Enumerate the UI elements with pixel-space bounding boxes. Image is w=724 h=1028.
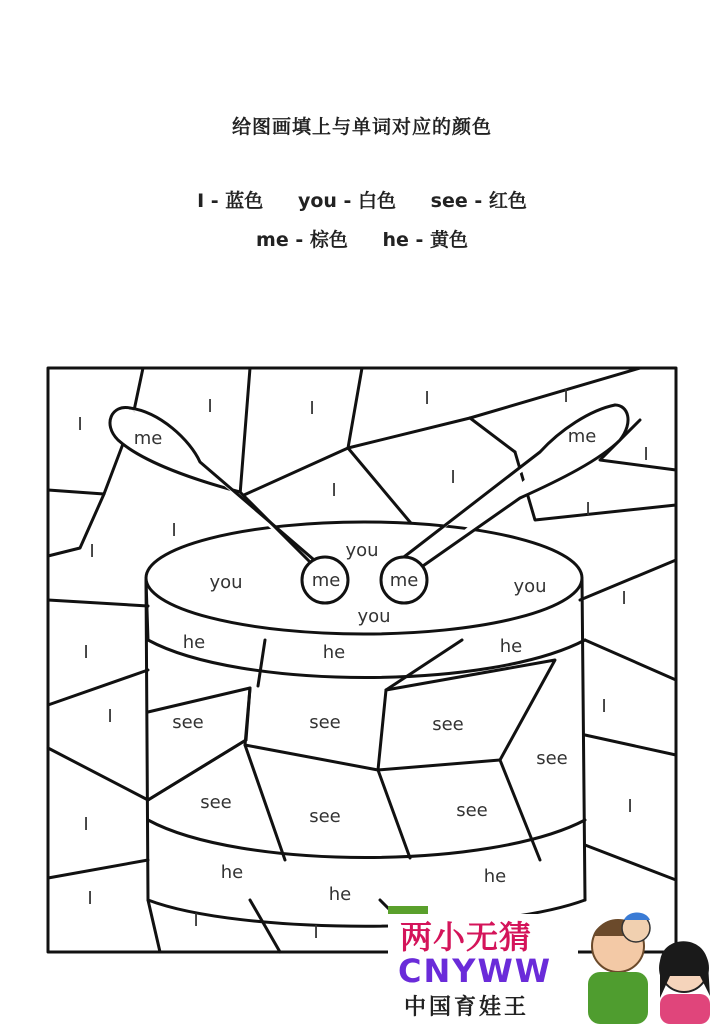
legend-I-blue: I - 蓝色: [197, 190, 264, 212]
region-label-see: see: [432, 714, 464, 735]
watermark-line-3: 中国育娃王: [404, 995, 530, 1020]
region-label-see: see: [456, 800, 488, 821]
region-label-see: see: [309, 806, 341, 827]
region-label-me: me: [567, 426, 597, 447]
legend-see-red: see - 红色: [430, 190, 527, 212]
watermark-line-2: CNYWW: [398, 952, 553, 990]
region-label-he: he: [220, 862, 244, 883]
legend-me-brown: me - 棕色: [256, 229, 348, 251]
region-label-you: you: [513, 576, 547, 597]
region-label-I: I: [627, 796, 633, 817]
region-label-I: I: [193, 910, 199, 931]
region-label-you: you: [357, 606, 391, 627]
region-label-me: me: [311, 570, 341, 591]
legend-you-white: you - 白色: [297, 190, 397, 212]
region-label-I: I: [171, 520, 177, 541]
page-title: 给图画填上与单词对应的颜色: [231, 116, 492, 138]
region-label-I: I: [331, 480, 337, 501]
legend-he-yellow: he - 黄色: [382, 229, 468, 251]
region-label-I: I: [83, 642, 89, 663]
watermark-line-1: 两小无猜: [400, 918, 533, 956]
region-label-I: I: [601, 696, 607, 717]
region-label-he: he: [182, 632, 206, 653]
region-label-I: I: [585, 499, 591, 520]
region-label-he: he: [328, 884, 352, 905]
region-label-I: I: [621, 588, 627, 609]
region-label-I: I: [77, 414, 83, 435]
region-label-you: you: [345, 540, 379, 561]
region-label-he: he: [483, 866, 507, 887]
region-label-see: see: [309, 712, 341, 733]
region-label-he: he: [499, 636, 523, 657]
region-label-I: I: [83, 814, 89, 835]
region-label-me: me: [389, 570, 419, 591]
region-label-I: I: [563, 386, 569, 407]
region-label-I: I: [207, 396, 213, 417]
region-label-see: see: [536, 748, 568, 769]
region-label-me: me: [133, 428, 163, 449]
region-label-I: I: [643, 444, 649, 465]
region-label-I: I: [89, 541, 95, 562]
region-label-you: you: [209, 572, 243, 593]
region-label-I: I: [107, 706, 113, 727]
region-label-see: see: [200, 792, 232, 813]
region-label-he: he: [322, 642, 346, 663]
region-label-I: I: [450, 467, 456, 488]
region-label-I: I: [424, 388, 430, 409]
region-label-I: I: [313, 922, 319, 943]
region-label-I: I: [309, 398, 315, 419]
region-label-see: see: [172, 712, 204, 733]
region-label-I: I: [87, 888, 93, 909]
